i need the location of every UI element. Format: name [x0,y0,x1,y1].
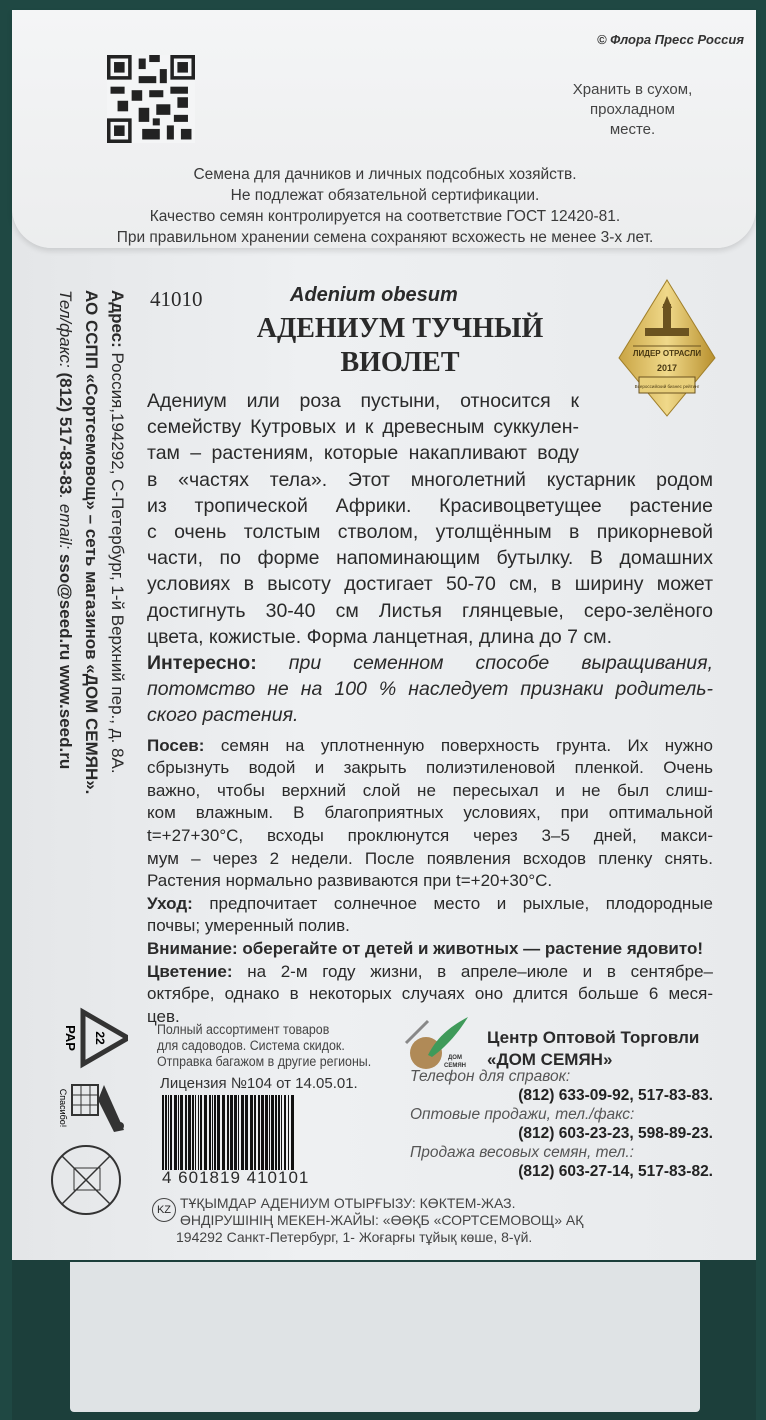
recycle-icon [63,1012,128,1064]
no-microwave-icon [52,1146,120,1214]
barcode-bar [209,1095,211,1170]
storage-line: прохладном [590,101,675,118]
shop-info [157,1022,371,1070]
text-line [147,938,713,961]
company-name: АО ССПП «Сортсемовощ» – сеть магазинов «ДОМ СЕМЯН». [82,290,101,795]
line-text: предпочитает солнечное место и рыхлые, плодородные [209,893,713,913]
barcode-bar [238,1095,239,1170]
storage-line: месте. [609,121,656,138]
svg-text:ДОМ: ДОМ [448,1055,462,1061]
barcode-bar [241,1095,244,1170]
product-description [147,388,713,1028]
text-line [147,825,713,848]
shop-info-line: Отправка багажом в другие регионы. [157,1054,372,1069]
barcode-bar [222,1095,225,1170]
barcode-bar [281,1095,282,1170]
dealer-brand: «ДОМ СЕМЯН» [487,1050,613,1069]
note-line: Качество семян контролируется на соответствие ГОСТ 12420-81. [149,208,621,225]
packet-flap [70,1262,700,1412]
barcode-bar [217,1095,220,1170]
text-line [147,545,713,571]
barcode-bar [250,1095,253,1170]
note-line: Семена для дачников и личных подсобных хозяйств. [193,166,577,183]
barcode-bar [165,1095,167,1170]
text-line [147,757,713,780]
line-text: из тропической Африки. Красивоцветущее растение [147,494,713,517]
shop-info-line: Полный ассортимент товаров [157,1022,330,1037]
line-text: на 2-м году жизни, в апреле–июле и в сентябре– [247,961,713,981]
line-text: Адениум или роза пустыни, относится к [147,390,579,412]
title-line: ВИОЛЕТ [340,347,460,378]
line-text: цев. [147,1006,180,1026]
text-line [147,650,713,676]
recycle-label: PAP [63,1025,78,1051]
thanks-label: Спасибо! [58,1088,68,1128]
line-text: важно, чтобы верхний слой не пересыхал и не был слиш- [147,780,713,800]
copyright: © Флора Пресс Россия [596,32,744,47]
svg-text:СЕМЯН: СЕМЯН [444,1063,466,1069]
barcode-bar [170,1095,172,1170]
text-line [147,440,579,466]
contact-phone: (812) 603-27-14, 517-83-82. [518,1163,713,1180]
barcode-bar [180,1095,183,1170]
line-text: при семенном способе выращивания, [288,652,713,675]
qr-code-icon [107,55,195,143]
barcode-bar [258,1095,260,1170]
email-website: sso@seed.ru www.seed.ru [56,553,75,770]
barcode-bar [200,1095,202,1170]
producer-address [52,290,130,880]
barcode-bar [198,1095,199,1170]
barcode-bar [269,1095,270,1170]
text-line [147,598,713,624]
phone-label: Тел/факс: [56,290,75,373]
barcode-bar [162,1095,164,1170]
dealer-title: Центр Оптовой Торговли [487,1028,700,1047]
barcode-bar [185,1095,187,1170]
kazakh-text [176,1195,584,1246]
text-line [147,893,713,916]
dom-semyan-logo-icon [398,1015,478,1075]
line-text: мум – через 2 недели. После появления всходов пленку снять. [147,848,713,868]
text-line [147,961,713,984]
text-line [147,848,713,871]
title-line: АДЕНИУМ ТУЧНЫЙ [256,313,544,344]
text-line [147,493,713,519]
kz-badge: KZ [152,1198,176,1222]
text-line [147,802,713,825]
text-line [147,870,713,893]
text-line [147,915,713,938]
line-text: ком влажным. В благоприятных условиях, при оптимальной [147,803,713,823]
packaging-icons [38,1000,128,1220]
growing-instructions [147,735,713,1029]
barcode-bar [204,1095,207,1170]
contact-label: Продажа весовых семян, тел.: [410,1144,634,1161]
text-line [147,571,713,597]
barcode-number: 4 601819 410101 [162,1168,310,1187]
barcode-bar [192,1095,194,1170]
text-line [147,388,579,414]
barcode [160,1095,298,1170]
badge-subtitle: Всероссийский бизнес рейтинг [634,384,700,389]
litter-bin-icon [58,1085,124,1132]
line-lead: Цветение: [147,961,248,981]
dealer-name [487,1027,699,1071]
barcode-bar [188,1095,191,1170]
text-line [147,519,713,545]
line-text: с очень толстым стволом, утолщённым в прикорневой [147,521,713,544]
barcode-bar [245,1095,248,1170]
text-line [147,735,713,758]
line-text: Растения нормально развиваются при t=+20+30°С. [147,871,553,891]
barcode-bar [288,1095,289,1170]
barcode-bar [178,1095,179,1170]
barcode-bar [174,1095,177,1170]
text-line [147,467,713,493]
storage-note [555,80,710,140]
contact-phone: (812) 603-23-23, 598-89-23. [518,1125,713,1142]
line-lead: Интересно: [147,652,289,675]
text-line [147,702,713,728]
barcode-bar [291,1095,294,1170]
line-text: семян на уплотненную поверхность грунта. Их нужно [220,735,714,755]
barcode-bar [278,1095,280,1170]
phone: (812) 517-83-83 [56,372,75,495]
text-line [147,676,713,702]
kz-line: ӨНДІРУШІНІҢ МЕКЕН-ЖАЙЫ: «ӨӨҚБ «СОРТСЕМОВОЩ» АҚ [180,1212,584,1228]
line-text: почвы; умеренный полив. [147,916,350,936]
text-line [147,414,579,440]
dealer-contacts [410,1067,713,1181]
text-line [147,983,713,1006]
barcode-bar [230,1095,233,1170]
barcode-bar [168,1095,169,1170]
badge-year: 2017 [656,363,678,373]
contact-label: Телефон для справок: [410,1068,571,1085]
kz-line: ТҰҚЫМДАР АДЕНИУМ ОТЫРҒЫЗУ: КӨКТЕМ-ЖАЗ. [180,1195,516,1211]
barcode-bar [265,1095,268,1170]
contact-label: Оптовые продажи, тел./факс: [410,1106,635,1123]
barcode-bar [214,1095,216,1170]
barcode-bar [275,1095,277,1170]
barcode-bar [212,1095,213,1170]
line-lead: Уход: [147,893,210,913]
recycle-code: 22 [93,1031,107,1045]
line-text: ского растения. [147,704,299,727]
description-block [147,388,713,729]
line-text: цвета, кожистые. Форма ланцетная, длина до 7 см. [147,625,613,648]
barcode-bar [261,1095,264,1170]
barcode-bar [284,1095,286,1170]
line-text: потомство не на 100 % наследует признаки родитель- [147,678,713,701]
line-text: t=+27+30°С, всходы проклюнутся через 3–5 дней, макси- [147,826,713,846]
line-text: части, по форме напоминающим бутылку. В домашних [147,547,713,570]
barcode-bar [254,1095,256,1170]
line-text: там – растениям, которые накапливают воду [147,442,579,465]
line-text: сбрызнуть водой и закрыть полиэтиленовой пленкой. Очень [147,758,713,778]
shop-info-line: для садоводов. Система скидок. [157,1038,345,1053]
contact-phone: (812) 633-09-92, 517-83-83. [518,1087,713,1104]
barcode-bar [271,1095,274,1170]
address-label: Адрес: [108,290,127,348]
latin-name: Adenium obesum [290,284,458,306]
barcode-bar [195,1095,196,1170]
barcode-bar [227,1095,229,1170]
text-line [147,624,713,650]
note-line: При правильном хранении семена сохраняют всхожесть не менее 3-х лет. [116,229,654,246]
line-text: семейству Кутровых и к древесным суккулен- [147,416,579,439]
text-line [147,780,713,803]
note-line: Не подлежат обязательной сертификации. [230,187,540,204]
badge-title: ЛИДЕР ОТРАСЛИ [632,349,702,358]
product-code: 41010 [150,287,203,311]
address-text: Россия,194292, С-Петербург, 1-й Верхний пер., д. 8А. [108,347,127,774]
line-lead: Внимание: оберегайте от детей и животных — растение ядовито! [147,938,704,958]
line-text: в «частях тела». Этот многолетний кустарник родом [147,468,713,491]
barcode-bar [234,1095,237,1170]
line-text: условиях в высоту достигает 50-70 см, в ширину может [147,573,713,596]
storage-line: Хранить в сухом, [572,81,693,98]
license: Лицензия №104 от 14.05.01. [160,1075,358,1092]
email-label: . email: [56,494,75,554]
product-title [200,312,600,380]
line-text: достигнуть 30-40 см Листья глянцевые, серо-зелёного [147,599,713,622]
line-lead: Посев: [147,735,221,755]
certification-notes [90,164,680,248]
kz-line: 194292 Санкт-Петербург, 1- Жоғарғы тұйық көше, 8-үй. [176,1229,533,1245]
line-text: октябре, однако в некоторых случаях оно длится больше 6 меся- [147,984,713,1004]
